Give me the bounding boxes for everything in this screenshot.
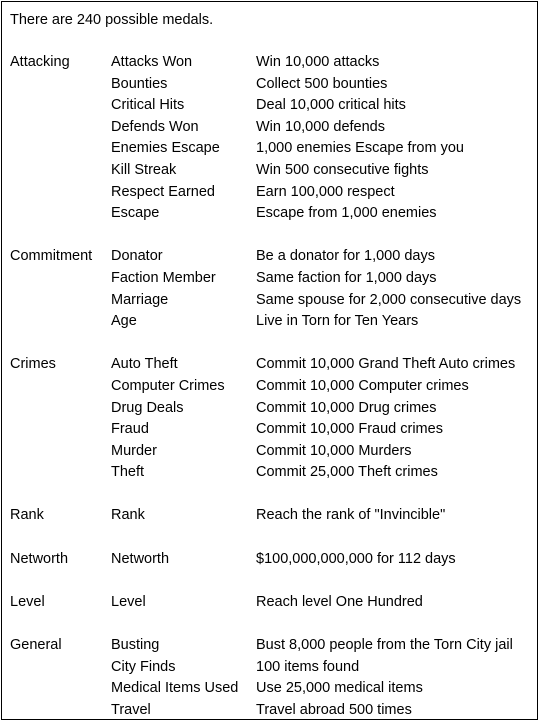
category-label: Attacking [10,54,70,70]
category-label: Rank [10,507,44,524]
medal-requirement: Be a donator for 1,000 days [256,248,435,265]
medal-name: Level [111,593,146,610]
medal-requirement: Commit 10,000 Drug crimes [256,399,437,416]
medal-name: Rank [111,507,145,524]
medal-name: Marriage [111,291,169,308]
medal-name: Drug Deals [111,399,184,416]
medal-requirement: Commit 10,000 Grand Theft Auto crimes [256,356,516,373]
category-label: Crimes [10,356,56,373]
medal-name: Travel [111,701,151,718]
medal-requirement: Commit 25,000 Theft crimes [256,464,438,481]
medal-requirement: Commit 10,000 Murders [256,442,412,459]
medal-requirement: Collect 500 bounties [256,75,388,92]
medal-name: Networth [111,550,170,567]
medal-name: Theft [111,464,145,481]
category-label: Level [10,593,45,610]
medal-requirement: Deal 10,000 critical hits [256,97,406,114]
medal-requirement: Win 10,000 attacks [256,54,380,70]
medal-name: Bounties [111,75,168,92]
medal-name: Attacks Won [111,54,193,70]
medal-requirement: Same spouse for 2,000 consecutive days [256,291,522,308]
medal-requirement: $100,000,000,000 for 112 days [256,550,456,567]
document-frame [1,1,538,720]
medal-name: Escape [111,205,160,222]
category-label: General [10,637,62,654]
medal-name: Faction Member [111,269,216,286]
medal-requirement: Reach the rank of "Invincible" [256,507,446,524]
category-label: Networth [10,550,69,567]
medal-name: Defends Won [111,118,199,135]
medal-requirement: Reach level One Hundred [256,593,423,610]
medal-name: Murder [111,442,157,459]
category-label: Commitment [10,248,93,265]
medal-requirement: Commit 10,000 Fraud crimes [256,421,443,438]
medal-requirement: Bust 8,000 people from the Torn City jail [256,637,513,654]
medal-requirement: Win 10,000 defends [256,118,385,135]
medal-requirement: Earn 100,000 respect [256,183,395,200]
intro-text: There are 240 possible medals. [10,12,214,28]
medal-requirement: Win 500 consecutive fights [256,161,429,178]
medal-requirement: Escape from 1,000 enemies [256,205,437,222]
medal-name: Age [111,313,137,330]
medal-requirement: Travel abroad 500 times [256,701,412,718]
medal-requirement: Use 25,000 medical items [256,680,423,697]
medal-name: Kill Streak [111,161,177,178]
medal-name: Computer Crimes [111,377,225,394]
medal-name: Enemies Escape [111,140,220,157]
medal-name: Donator [111,248,163,265]
medal-name: Fraud [111,421,149,438]
medal-name: Busting [111,637,160,654]
medal-requirement: Commit 10,000 Computer crimes [256,377,469,394]
medal-name: City Finds [111,658,176,675]
medal-requirement: 100 items found [256,658,360,675]
medal-name: Respect Earned [111,183,215,200]
medal-requirement: Live in Torn for Ten Years [256,313,419,330]
medal-name: Critical Hits [111,97,185,114]
medal-requirement: 1,000 enemies Escape from you [256,140,464,157]
medal-name: Auto Theft [111,356,178,373]
medal-requirement: Same faction for 1,000 days [256,269,437,286]
medal-name: Medical Items Used [111,680,239,697]
